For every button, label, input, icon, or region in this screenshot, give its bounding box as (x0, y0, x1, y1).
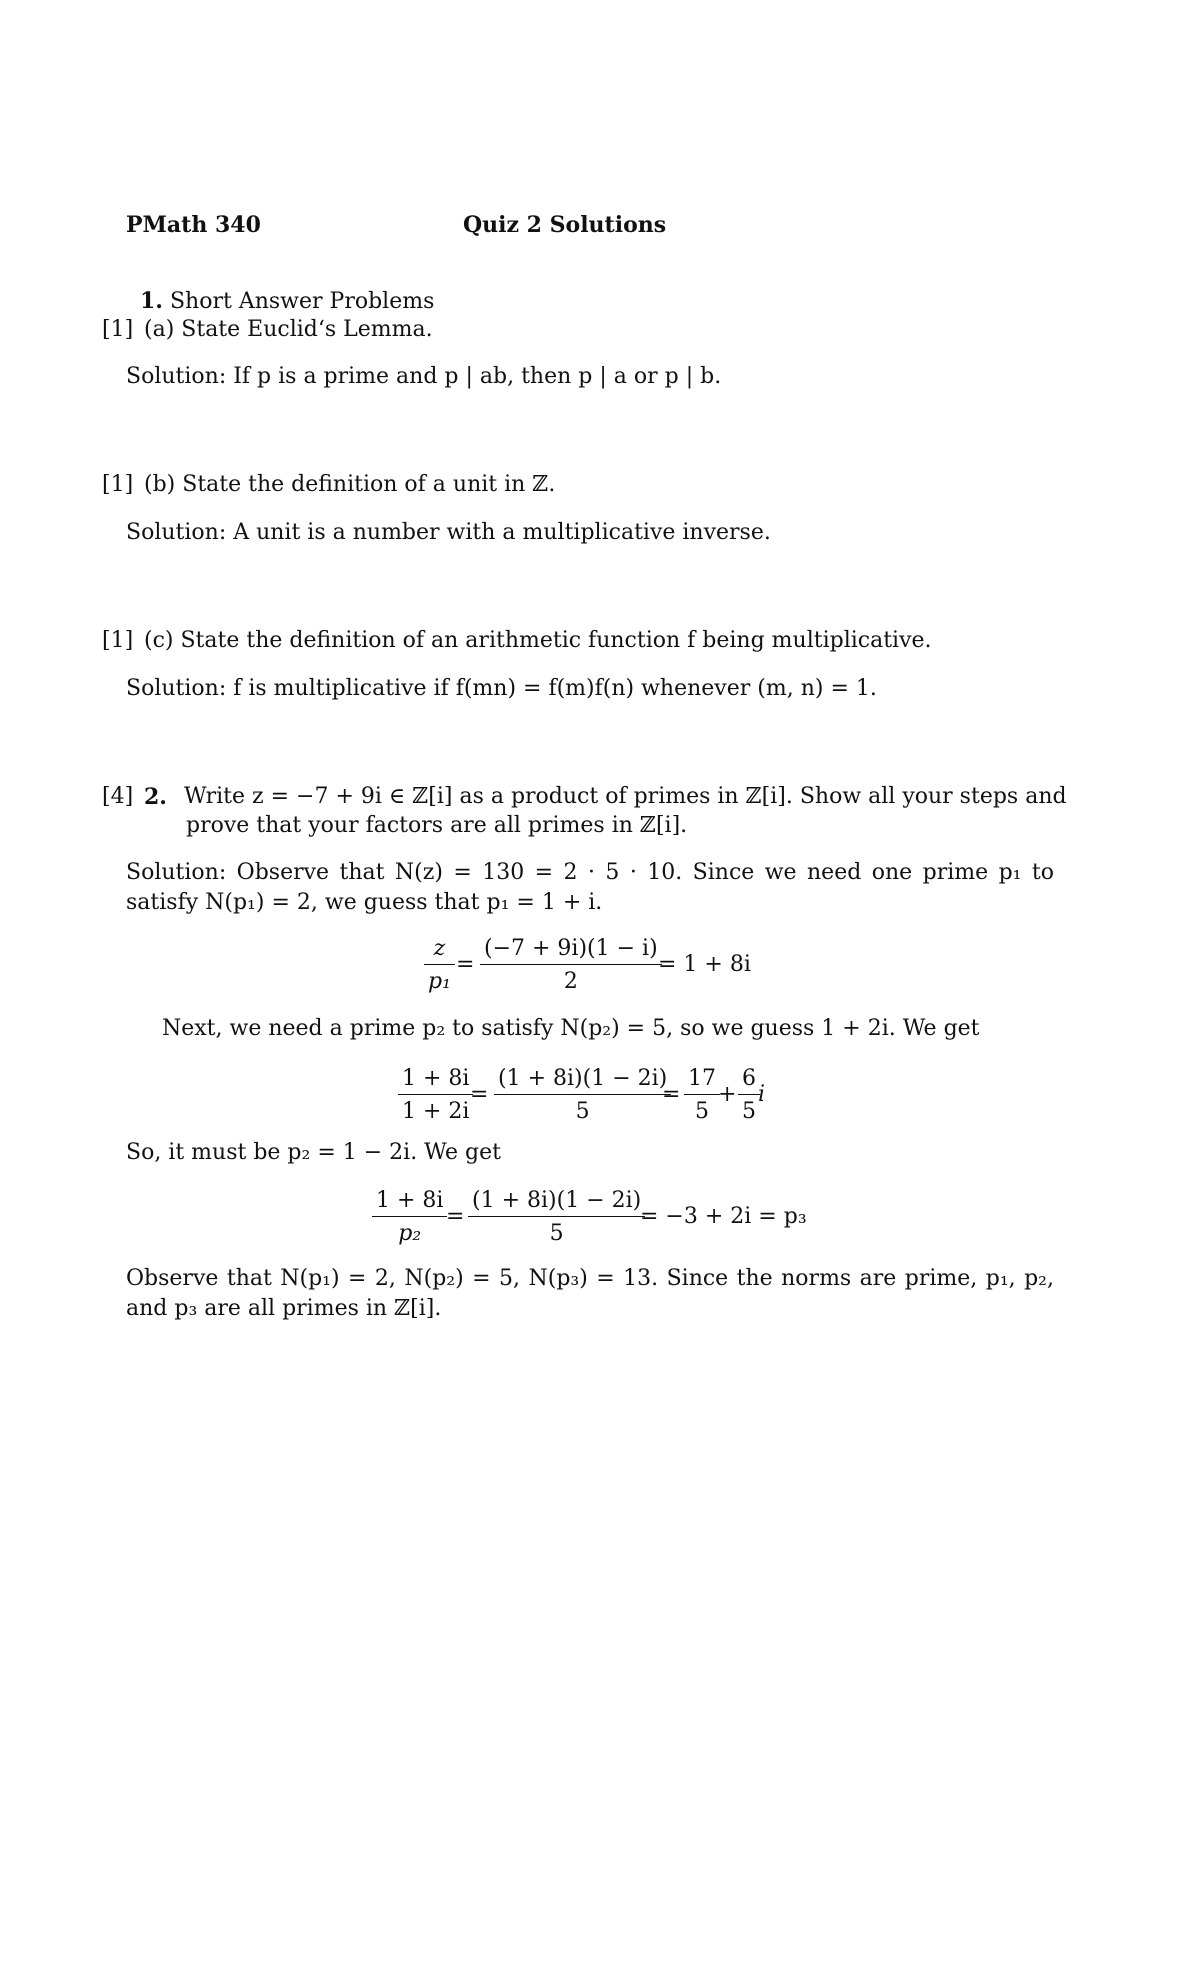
q1b-question: (b) State the definition of a unit in ℤ. (144, 472, 556, 497)
eq2-lhs-den: 1 + 2i (402, 1099, 470, 1124)
eq2-f1-num: 17 (688, 1066, 716, 1091)
q2-solution-intro: Solution: Observe that N(z) = 130 = 2 · 5 · 10. Since we need one prime p₁ to satisfy N(p₁) = 2, we guess that p₁ = 1 + i. (126, 860, 1054, 915)
eq1-lhs-den: p₁ (428, 969, 451, 994)
eq1-mid-num: (−7 + 9i)(1 − i) (484, 936, 658, 961)
eq2-f1-den: 5 (695, 1099, 709, 1124)
q2-next-text: Next, we need a prime p₂ to satisfy N(p₂) = 5, so we guess 1 + 2i. We get (162, 1016, 980, 1041)
eq1-equals: = (456, 952, 475, 977)
eq2-mid-fraction (494, 1068, 671, 1123)
q1c-question: (c) State the definition of an arithmetic function f being multiplicative. (144, 628, 932, 653)
eq3-mid-fraction (468, 1190, 645, 1245)
q1-heading (140, 288, 434, 314)
eq1-lhs-fraction (424, 938, 455, 993)
eq2-frac-17-5 (684, 1068, 720, 1123)
eq2-f2-num: 6 (742, 1066, 756, 1091)
q2-question-line1: Write z = −7 + 9i ∈ ℤ[i] as a product of primes in ℤ[i]. Show all your steps and (184, 784, 1067, 809)
course-code: PMath 340 (126, 212, 261, 238)
q1a-question: (a) State Euclid‘s Lemma. (144, 317, 433, 342)
eq3-equals: = (446, 1204, 465, 1229)
eq2-equals-2: = (662, 1082, 681, 1107)
q1c-marks: [1] (102, 628, 134, 653)
eq2-equals-1: = (470, 1082, 489, 1107)
q1b-solution: Solution: A unit is a number with a multiplicative inverse. (126, 520, 771, 545)
eq3-lhs-den: p₂ (398, 1221, 422, 1246)
q1c-solution: Solution: f is multiplicative if f(mn) = f(m)f(n) whenever (m, n) = 1. (126, 676, 877, 701)
q2-so-text: So, it must be p₂ = 1 − 2i. We get (126, 1140, 501, 1165)
eq1-mid-den: 2 (563, 969, 578, 994)
eq1-mid-fraction (480, 938, 662, 993)
eq2-f2-den: 5 (742, 1099, 756, 1124)
eq3-rhs: = −3 + 2i = p₃ (640, 1204, 807, 1229)
q2-marks: [4] (102, 784, 134, 809)
eq2-mid-num: (1 + 8i)(1 − 2i) (498, 1066, 668, 1091)
eq3-lhs-num: 1 + 8i (376, 1188, 444, 1213)
q2-number: 2. (144, 784, 167, 810)
eq2-lhs-num: 1 + 8i (402, 1066, 470, 1091)
q2-conclusion: Observe that N(p₁) = 2, N(p₂) = 5, N(p₃) = 13. Since the norms are prime, p₁, p₂, and p₃ are all primes in ℤ[i]. (126, 1266, 1054, 1321)
q1-title: Short Answer Problems (169, 289, 435, 314)
eq2-lhs-fraction (398, 1068, 473, 1123)
q2-question-line2: prove that your factors are all primes in ℤ[i]. (186, 813, 688, 838)
q1a-marks: [1] (102, 317, 134, 342)
eq2-mid-den: 5 (575, 1099, 590, 1124)
q1b-marks: [1] (102, 472, 134, 497)
eq3-mid-num: (1 + 8i)(1 − 2i) (472, 1188, 642, 1213)
eq3-mid-den: 5 (549, 1221, 564, 1246)
q1-number: 1. (140, 288, 163, 314)
eq2-frac-6-5 (738, 1068, 760, 1123)
page-title: Quiz 2 Solutions (463, 212, 667, 238)
eq2-plus: + (718, 1082, 737, 1107)
eq3-lhs-fraction (372, 1190, 447, 1245)
eq1-rhs: = 1 + 8i (658, 952, 751, 977)
eq2-imaginary-unit: i (758, 1082, 766, 1107)
q1a-solution: Solution: If p is a prime and p | ab, then p | a or p | b. (126, 364, 722, 389)
eq1-lhs-num: z (433, 936, 446, 961)
